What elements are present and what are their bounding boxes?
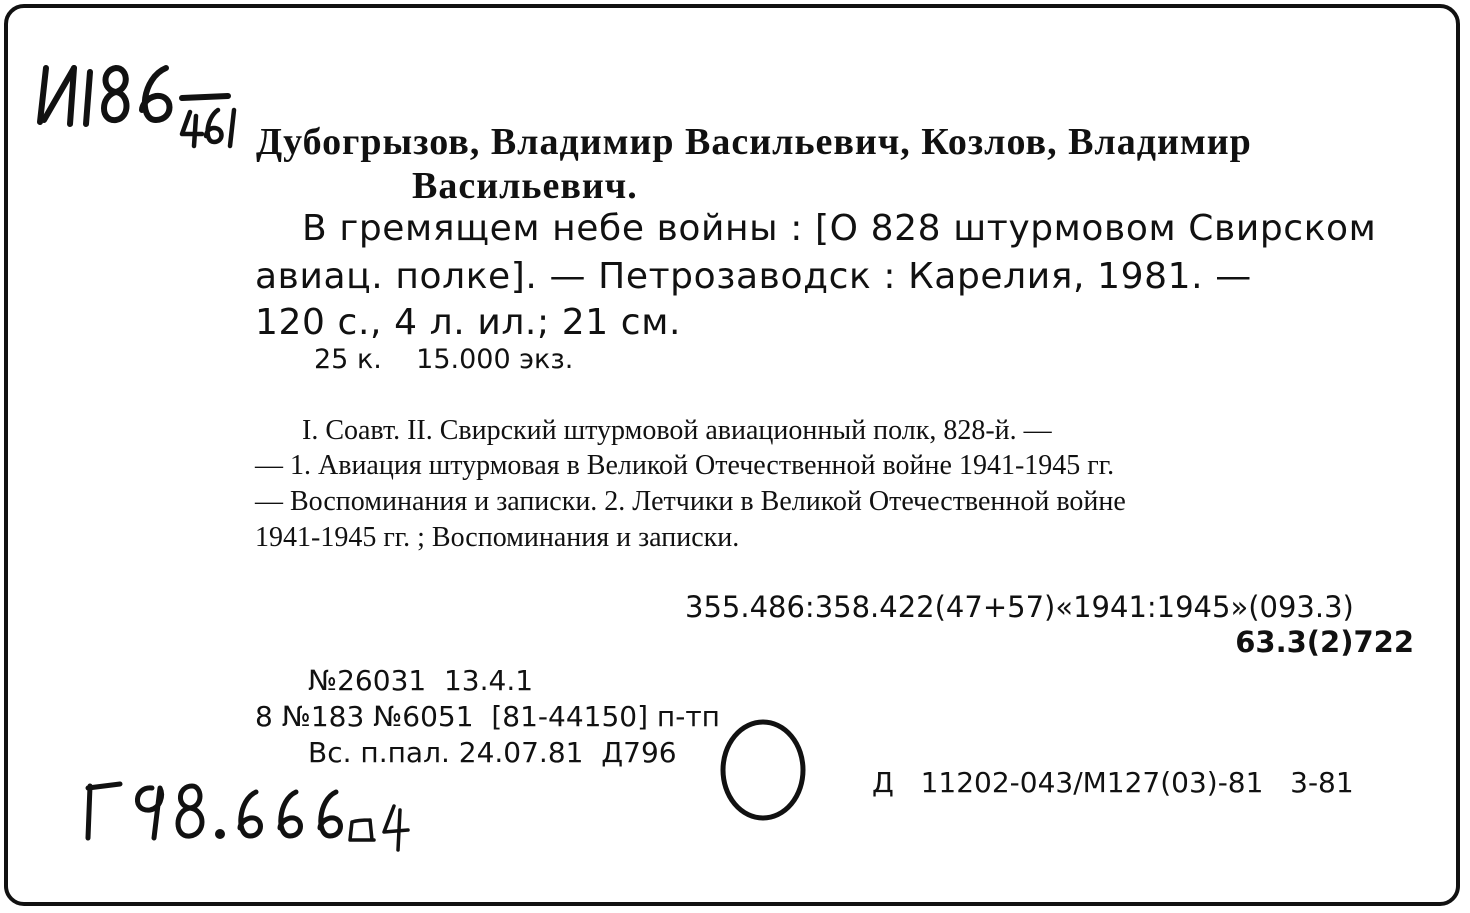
punched-hole-mark <box>708 712 818 832</box>
price-and-print-run: 25 к. 15.000 экз. <box>314 344 574 375</box>
printer-line-1: №26031 13.4.1 <box>308 664 534 697</box>
subject-line-2: — 1. Авиация штурмовая в Великой Отечественной войне 1941-1945 гг. <box>255 450 1115 481</box>
bbk-index: 63.3(2)722 <box>1235 625 1414 659</box>
printer-line-2: 8 №183 №6051 [81-44150] п-тп <box>255 700 720 733</box>
title-line-1: В гремящем небе войны : [О 828 штурмовом Свирском <box>302 208 1377 249</box>
handwritten-call-number <box>30 50 260 160</box>
title-line-3: 120 с., 4 л. ил.; 21 см. <box>255 302 681 343</box>
printer-line-3: Вс. п.пал. 24.07.81 Д796 <box>308 736 677 769</box>
subject-line-4: 1941-1945 гг. ; Воспоминания и записки. <box>255 522 740 553</box>
subject-line-3: — Воспоминания и записки. 2. Летчики в Великой Отечественной войне <box>255 486 1126 517</box>
handwritten-inventory-number <box>80 770 440 860</box>
udc-index: 355.486:358.422(47+57)«1941:1945»(093.3) <box>685 590 1354 624</box>
publisher-index: Д 11202-043/М127(03)-81 3-81 <box>872 766 1354 799</box>
author-heading: Дубогрызов, Владимир Васильевич, Козлов, Владимир <box>256 121 1252 163</box>
title-line-2: авиац. полке]. — Петрозаводск : Карелия, 1981. — <box>255 256 1252 297</box>
subject-line-1: I. Соавт. II. Свирский штурмовой авиационный полк, 828-й. — <box>302 415 1052 446</box>
author-heading-continuation: Васильевич. <box>412 165 638 207</box>
